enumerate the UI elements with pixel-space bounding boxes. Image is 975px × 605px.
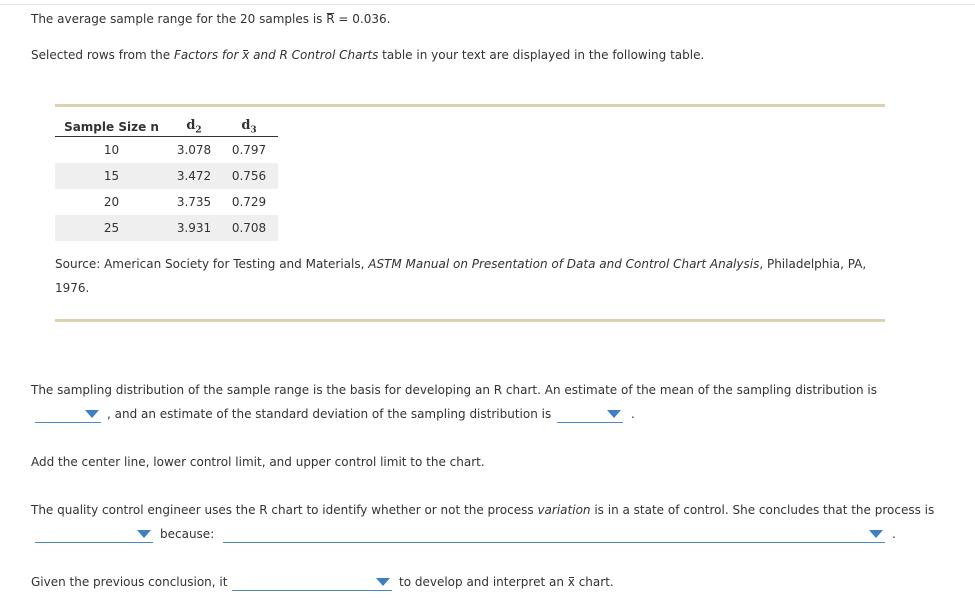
avg-range-label: The average sample range for the 20 samples is [31,12,327,26]
cell-d2: 3.931 [168,215,220,241]
xbar-symbol: x [567,575,575,589]
cell-n: 15 [55,163,168,189]
cell-d2: 3.472 [168,163,220,189]
d3-base: d [241,117,251,133]
cell-d3: 0.708 [220,215,278,241]
source-line-1 [55,257,866,271]
question1-mid-text: , and an estimate of the standard deviation of the sampling distribution is [107,407,552,421]
table-ref-part-b: and R Control Charts [249,48,379,62]
cell-d3: 0.756 [220,163,278,189]
question1-end: . [631,407,635,421]
source-year: 1976. [55,281,90,295]
question3-post-b: chart. [574,575,614,589]
table-row [55,215,278,241]
d2-sub: 2 [195,125,202,136]
rbar-value: = 0.036. [334,12,391,26]
question1-text: The sampling distribution of the sample range is the basis for developing an R chart. An estimate of the mean of the sampling distribution is [31,383,878,397]
mean-estimate-dropdown[interactable] [35,406,101,423]
table-row [55,189,278,215]
cell-d3: 0.797 [231,143,267,157]
because-label: because: [160,527,215,541]
avg-range-text [31,12,390,26]
header-d3 [220,117,278,137]
xbar-symbol: x [242,48,250,62]
instruction-text: Add the center line, lower control limit, and upper control limit to the chart. [31,455,485,469]
question2-post: is in a state of control. She concludes that the process is [590,503,935,517]
selected-post: table in your text are displayed in the following table. [378,48,705,62]
table-row [55,137,278,164]
question2-end: . [892,527,896,541]
selected-pre: Selected rows from the [31,48,174,62]
d3-sub: 3 [250,125,257,136]
table-ref-part-a: Factors for [173,48,243,62]
question3-pre: Given the previous conclusion, it [31,575,228,589]
cell-n: 10 [103,143,120,157]
chevron-down-icon [376,578,390,586]
table-header-row [55,117,278,137]
question2-italic: variation [537,503,591,517]
reason-dropdown[interactable] [223,526,885,543]
chevron-down-icon [607,410,621,418]
cell-d3: 0.729 [231,195,267,209]
table-reference-title [174,48,378,62]
header-sample-size: Sample Size n [55,117,168,137]
process-state-dropdown[interactable] [35,526,153,543]
source-title: ASTM Manual on Presentation of Data and Control Chart Analysis [368,257,760,271]
source-post: , Philadelphia, PA, [759,257,867,271]
header-d2 [168,117,220,137]
table-row [55,163,278,189]
question2-pre: The quality control engineer uses the R chart to identify whether or not the process [31,503,538,517]
chevron-down-icon [137,530,151,538]
factors-table [55,117,278,241]
selected-rows-text [31,48,704,62]
chevron-down-icon [869,530,883,538]
conclusion-dropdown[interactable] [232,574,392,591]
question3-post [399,575,614,589]
table-bottom-band [55,319,885,322]
sd-estimate-dropdown[interactable] [557,406,623,423]
rbar-symbol: R [326,12,335,26]
d2-base: d [186,117,196,133]
cell-n: 25 [55,215,168,241]
chevron-down-icon [85,410,99,418]
top-divider [0,4,975,5]
question2-text [31,503,934,517]
question3-post-a: to develop and interpret an [399,575,568,589]
cell-d2: 3.078 [176,143,212,157]
cell-n: 20 [103,195,120,209]
source-pre: Source: American Society for Testing and Materials, [55,257,369,271]
table-top-band [55,104,885,107]
cell-d2: 3.735 [176,195,212,209]
